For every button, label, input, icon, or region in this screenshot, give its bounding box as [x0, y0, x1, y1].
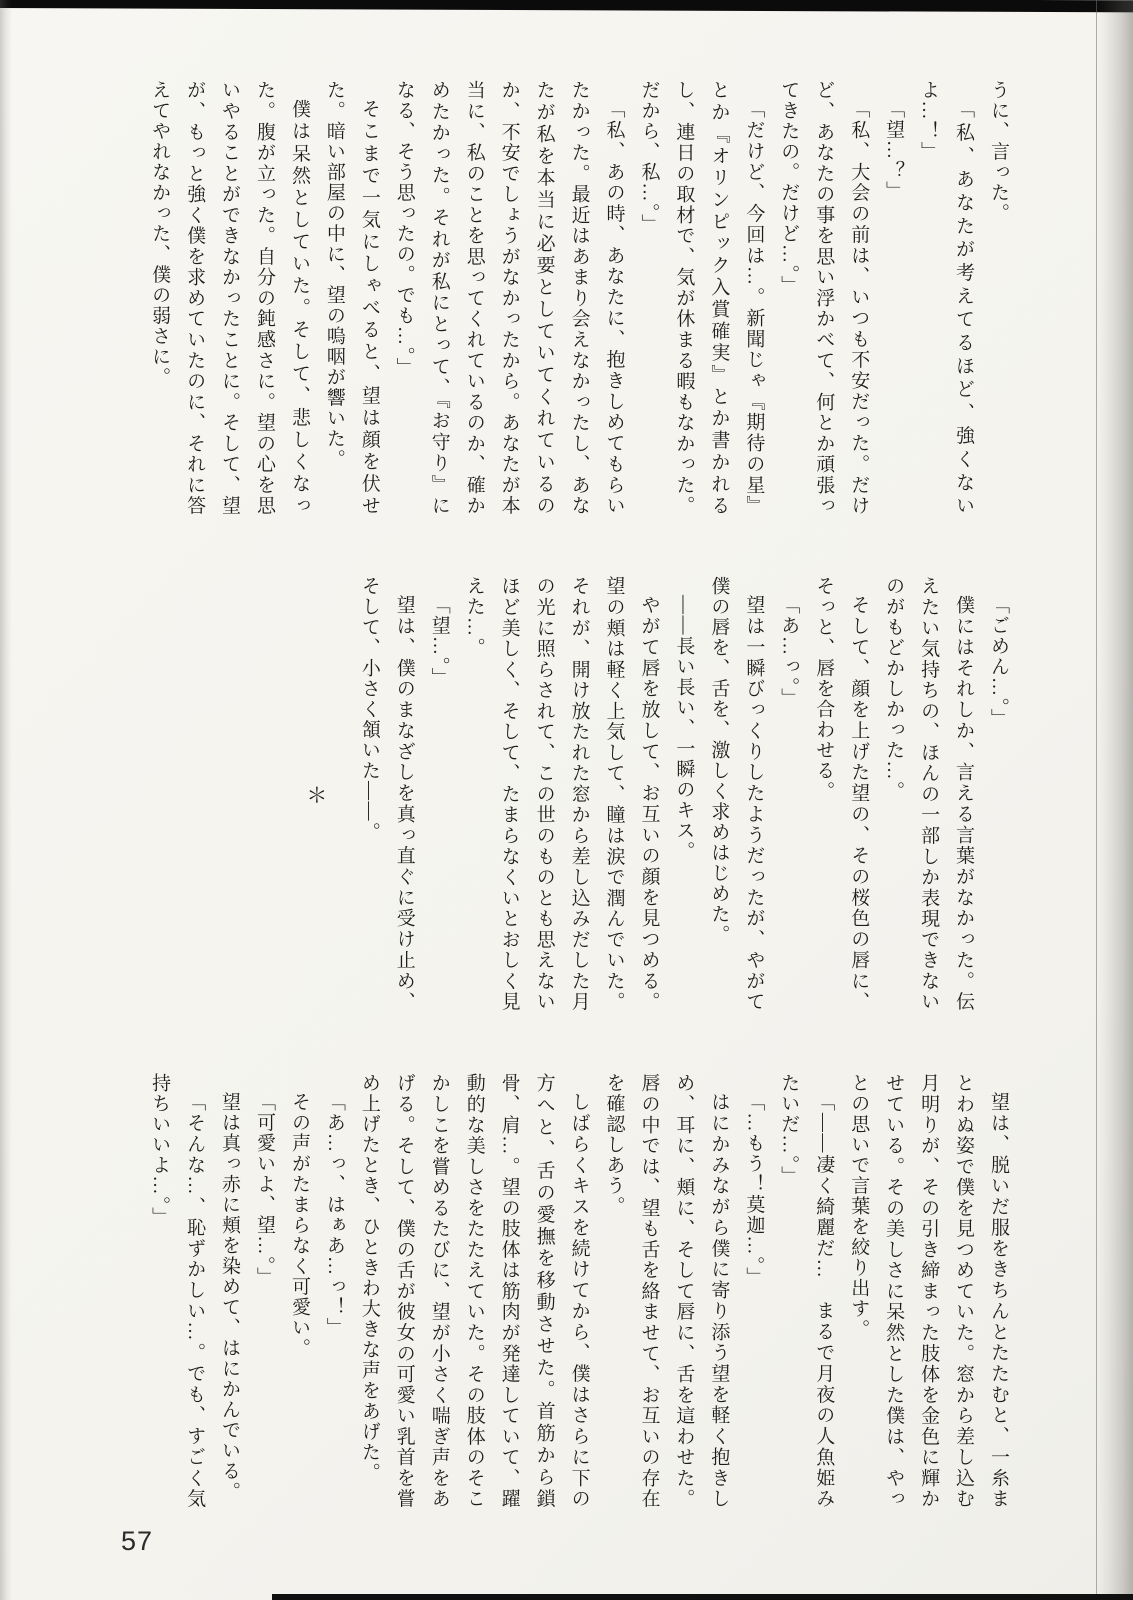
paragraph: うに、言った。: [988, 80, 1009, 224]
paragraph: 望は一瞬びっくりしたようだったが、やがて僕の唇を、舌を、激しく求めはじめた。: [708, 576, 765, 1012]
paragraph: 「あ…っ、はぁあ…っ！」: [323, 1092, 345, 1338]
paragraph: 「望…？」: [883, 99, 905, 202]
paragraph: やがて唇を放して、お互いの顔を見つめる。望の頬は軽く上気して、瞳は涙で潤んでいた。それが、開け放たれた窓から差し込みだした月の光に照らされて、この世のものとも思えないほど美しく、そして、たまらなくいとおしく見えた…。: [463, 576, 660, 1012]
page-number: 57: [121, 1526, 154, 1556]
paragraph: 僕は呆然としていた。そして、悲しくなった。腹が立った。自分の鈍感さに。望の心を思いやることができなかったことに。そして、望が、もっと強く僕を求めていたのに、それに答えてやれなかった、僕の弱さに。: [149, 80, 310, 516]
scan-left-edge-shadow: [0, 0, 12, 1600]
paragraph: ――長い長い、一瞬のキス。: [673, 595, 695, 862]
text-band-middle: [296, 576, 1015, 1012]
paragraph: 「望…。」: [428, 595, 450, 688]
text-band-bottom: [141, 1073, 1015, 1509]
text-band-top: [141, 80, 1015, 516]
paragraph: 「――凄く綺麗だ… まるで月夜の人魚姫みたいだ…。」: [778, 1073, 835, 1509]
paragraph: 「私、大会の前は、いつも不安だった。だけど、あなたの事を思い浮かべて、何とか頑張ってきたの。だけど…。」: [778, 80, 870, 516]
paragraph: はにかみながら僕に寄り添う望を軽く抱きしめ、耳に、頬に、そして唇に、舌を這わせた。唇の中では、望も舌を絡ませて、お互いの存在を確認しあう。: [603, 1073, 730, 1509]
paragraph: そこまで一気にしゃべると、望は顔を伏せた。暗い部屋の中に、望の嗚咽が響いた。: [323, 80, 380, 516]
scan-gutter-shadow: [1096, 0, 1133, 1600]
paragraph: しばらくキスを続けてから、僕はさらに下の方へと、舌の愛撫を移動させた。首筋から鎖骨、肩…。望の肢体は筋肉が発達していて、躍動的な美しさをたたえていた。その肢体のそこかしこを嘗めるたびに、望が小さく喘ぎ声をあげる。そして、僕の舌が彼女の可愛い乳首を嘗め上げたとき、ひときわ大きな声をあげた。: [358, 1073, 590, 1509]
paragraph: その声がたまらなく可愛い。: [288, 1092, 310, 1359]
paragraph: 「…もう！莫迦…。」: [743, 1092, 765, 1288]
paragraph: そして、顔を上げた望の、その桜色の唇に、そっと、唇を合わせる。: [813, 576, 870, 1012]
paragraph: 望は、僕のまなざしを真っ直ぐに受け止め、そして、小さく頷いた――。: [358, 576, 415, 1012]
scan-top-edge-bar: [0, 0, 1133, 13]
paragraph: 僕にはそれしか、言える言葉がなかった。伝えたい気持ちの、ほんの一部しか表現できないのがもどかしかった…。: [883, 576, 975, 1012]
paragraph: 「可愛いよ、望…。」: [253, 1092, 275, 1288]
paragraph: 望は真っ赤に頬を染めて、はにかんでいる。: [219, 1092, 241, 1502]
section-divider: ＊: [303, 783, 328, 805]
paragraph: 「そんな…、恥ずかしい…。でも、すごく気持ちいいよ…。」: [149, 1073, 206, 1509]
paragraph: 「私、あの時、あなたに、抱きしめてもらいたかった。最近はあまり会えなかったし、あなたが私を本当に必要としていてくれているのか、不安でしょうがなかったから。あなたが本当に、私のことを思ってくれているのか、確かめたかった。それが私にとって、『お守り』になる、そう思ったの。でも…。」: [393, 80, 625, 516]
paragraph: 望は、脱いだ服をきちんとたたむと、一糸まとわぬ姿で僕を見つめていた。窓から差し込む月明りが、その引き締まった肢体を金色に輝かせている。その美しさに呆然とした僕は、やっとの思いで言葉を絞り出す。: [848, 1073, 1009, 1509]
paragraph: 「あ…っ。」: [778, 595, 800, 709]
paragraph: 「だけど、今回は…。新聞じゃ『期待の星』とか『オリンピック入賞確実』とか書かれるし、連日の取材で、気が休まる暇もなかった。だから、私…。」: [638, 80, 765, 516]
scan-bottom-edge-bar: [272, 1594, 1133, 1600]
paragraph: 「私、あなたが考えてるほど、強くないよ…！」: [918, 80, 975, 516]
paragraph: 「ごめん…。」: [988, 595, 1009, 729]
